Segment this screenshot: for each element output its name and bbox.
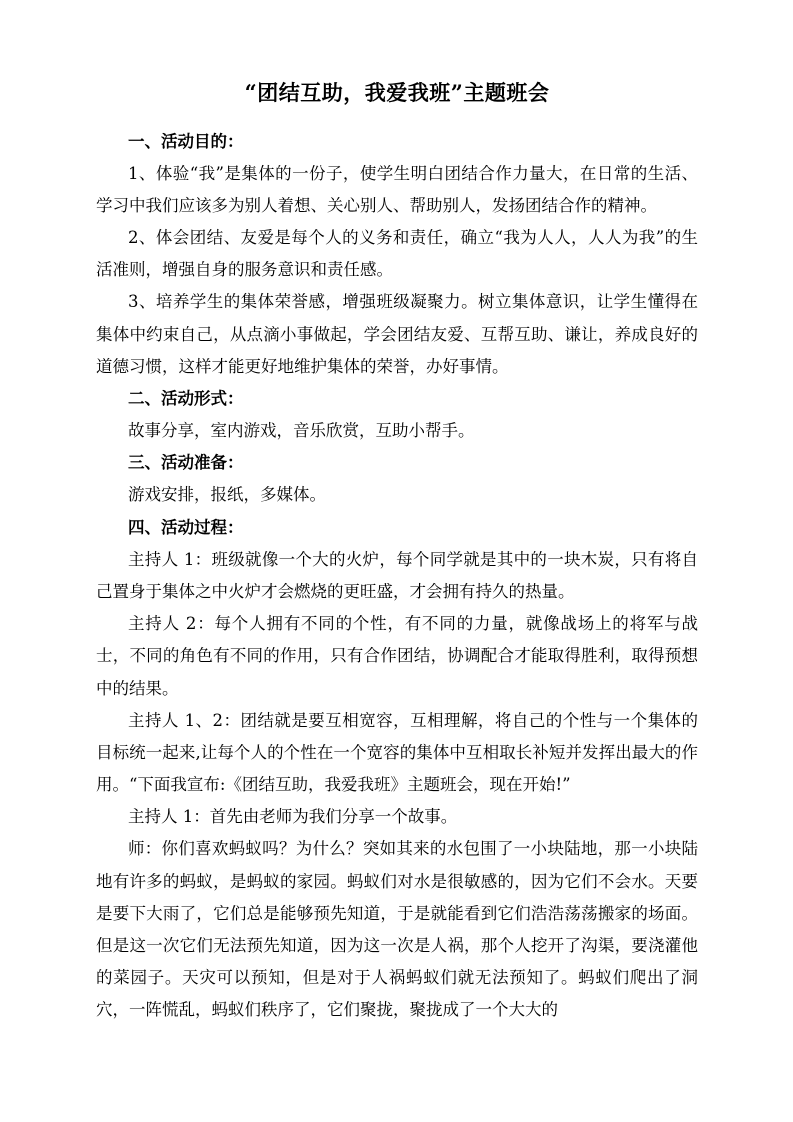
page-title: “团结互助，我爱我班”主题班会 <box>244 80 550 105</box>
paragraph-purpose-3: 3、培养学生的集体荣誉感，增强班级凝聚力。树立集体意识，让学生懂得在集体中约束自己，从点滴小事做起，学会团结友爱、互帮互助、谦让，养成良好的道德习惯，这样才能更好地维护集体的荣誉，办好事情。 <box>96 292 698 376</box>
section-heading-purpose: 一、活动目的： <box>128 131 244 151</box>
paragraph-host2-opening: 主持人 2：每个人拥有不同的个性，有不同的力量，就像战场上的将军与战士，不同的角色有不同的作用，只有合作团结，协调配合才能取得胜利，取得预想中的结果。 <box>96 614 698 698</box>
paragraph-preparation: 游戏安排，报纸，多媒体。 <box>128 485 326 505</box>
document-body <box>96 76 698 1026</box>
paragraph-hosts-declaration: 主持人 1、2：团结就是要互相宽容，互相理解，将自己的个性与一个集体的目标统一起来,让每个人的个性在一个宽容的集体中互相取长补短并发挥出最大的作用。“下面我宣布:《团结互助，我爱我班》主题班会，现在开始!” <box>96 710 698 795</box>
section-heading-process: 四、活动过程： <box>128 517 244 537</box>
paragraph-host1-story-intro: 主持人 1：首先由老师为我们分享一个故事。 <box>128 807 458 827</box>
section-heading-preparation: 三、活动准备： <box>128 453 244 473</box>
paragraph-format: 故事分享，室内游戏，音乐欣赏，互助小帮手。 <box>128 421 475 441</box>
section-heading-format: 二、活动形式： <box>128 388 244 408</box>
paragraph-teacher-story: 师：你们喜欢蚂蚁吗？为什么？突如其来的水包围了一小块陆地，那一小块陆地有许多的蚂蚁，是蚂蚁的家园。蚂蚁们对水是很敏感的，因为它们不会水。天要是要下大雨了，它们总是能够预先知道，于是就能看到它们浩浩荡荡搬家的场面。但是这一次它们无法预先知道，因为这一次是人祸，那个人挖开了沟渠，要浇灌他的菜园子。天灾可以预知，但是对于人祸蚂蚁们就无法预知了。蚂蚁们爬出了洞穴，一阵慌乱，蚂蚁们秩序了，它们聚拢，聚拢成了一个大大的 <box>96 839 698 1020</box>
paragraph-purpose-2: 2、体会团结、友爱是每个人的义务和责任，确立“我为人人，人人为我”的生活准则，增强自身的服务意识和责任感。 <box>96 228 698 280</box>
paragraph-purpose-1: 1、体验“我”是集体的一份子，使学生明白团结合作力量大，在日常的生活、学习中我们应该多为别人着想、关心别人、帮助别人，发扬团结合作的精神。 <box>96 163 698 215</box>
paragraph-host1-opening: 主持人 1：班级就像一个大的火炉，每个同学就是其中的一块木炭，只有将自己置身于集体之中火炉才会燃烧的更旺盛，才会拥有持久的热量。 <box>96 549 698 601</box>
